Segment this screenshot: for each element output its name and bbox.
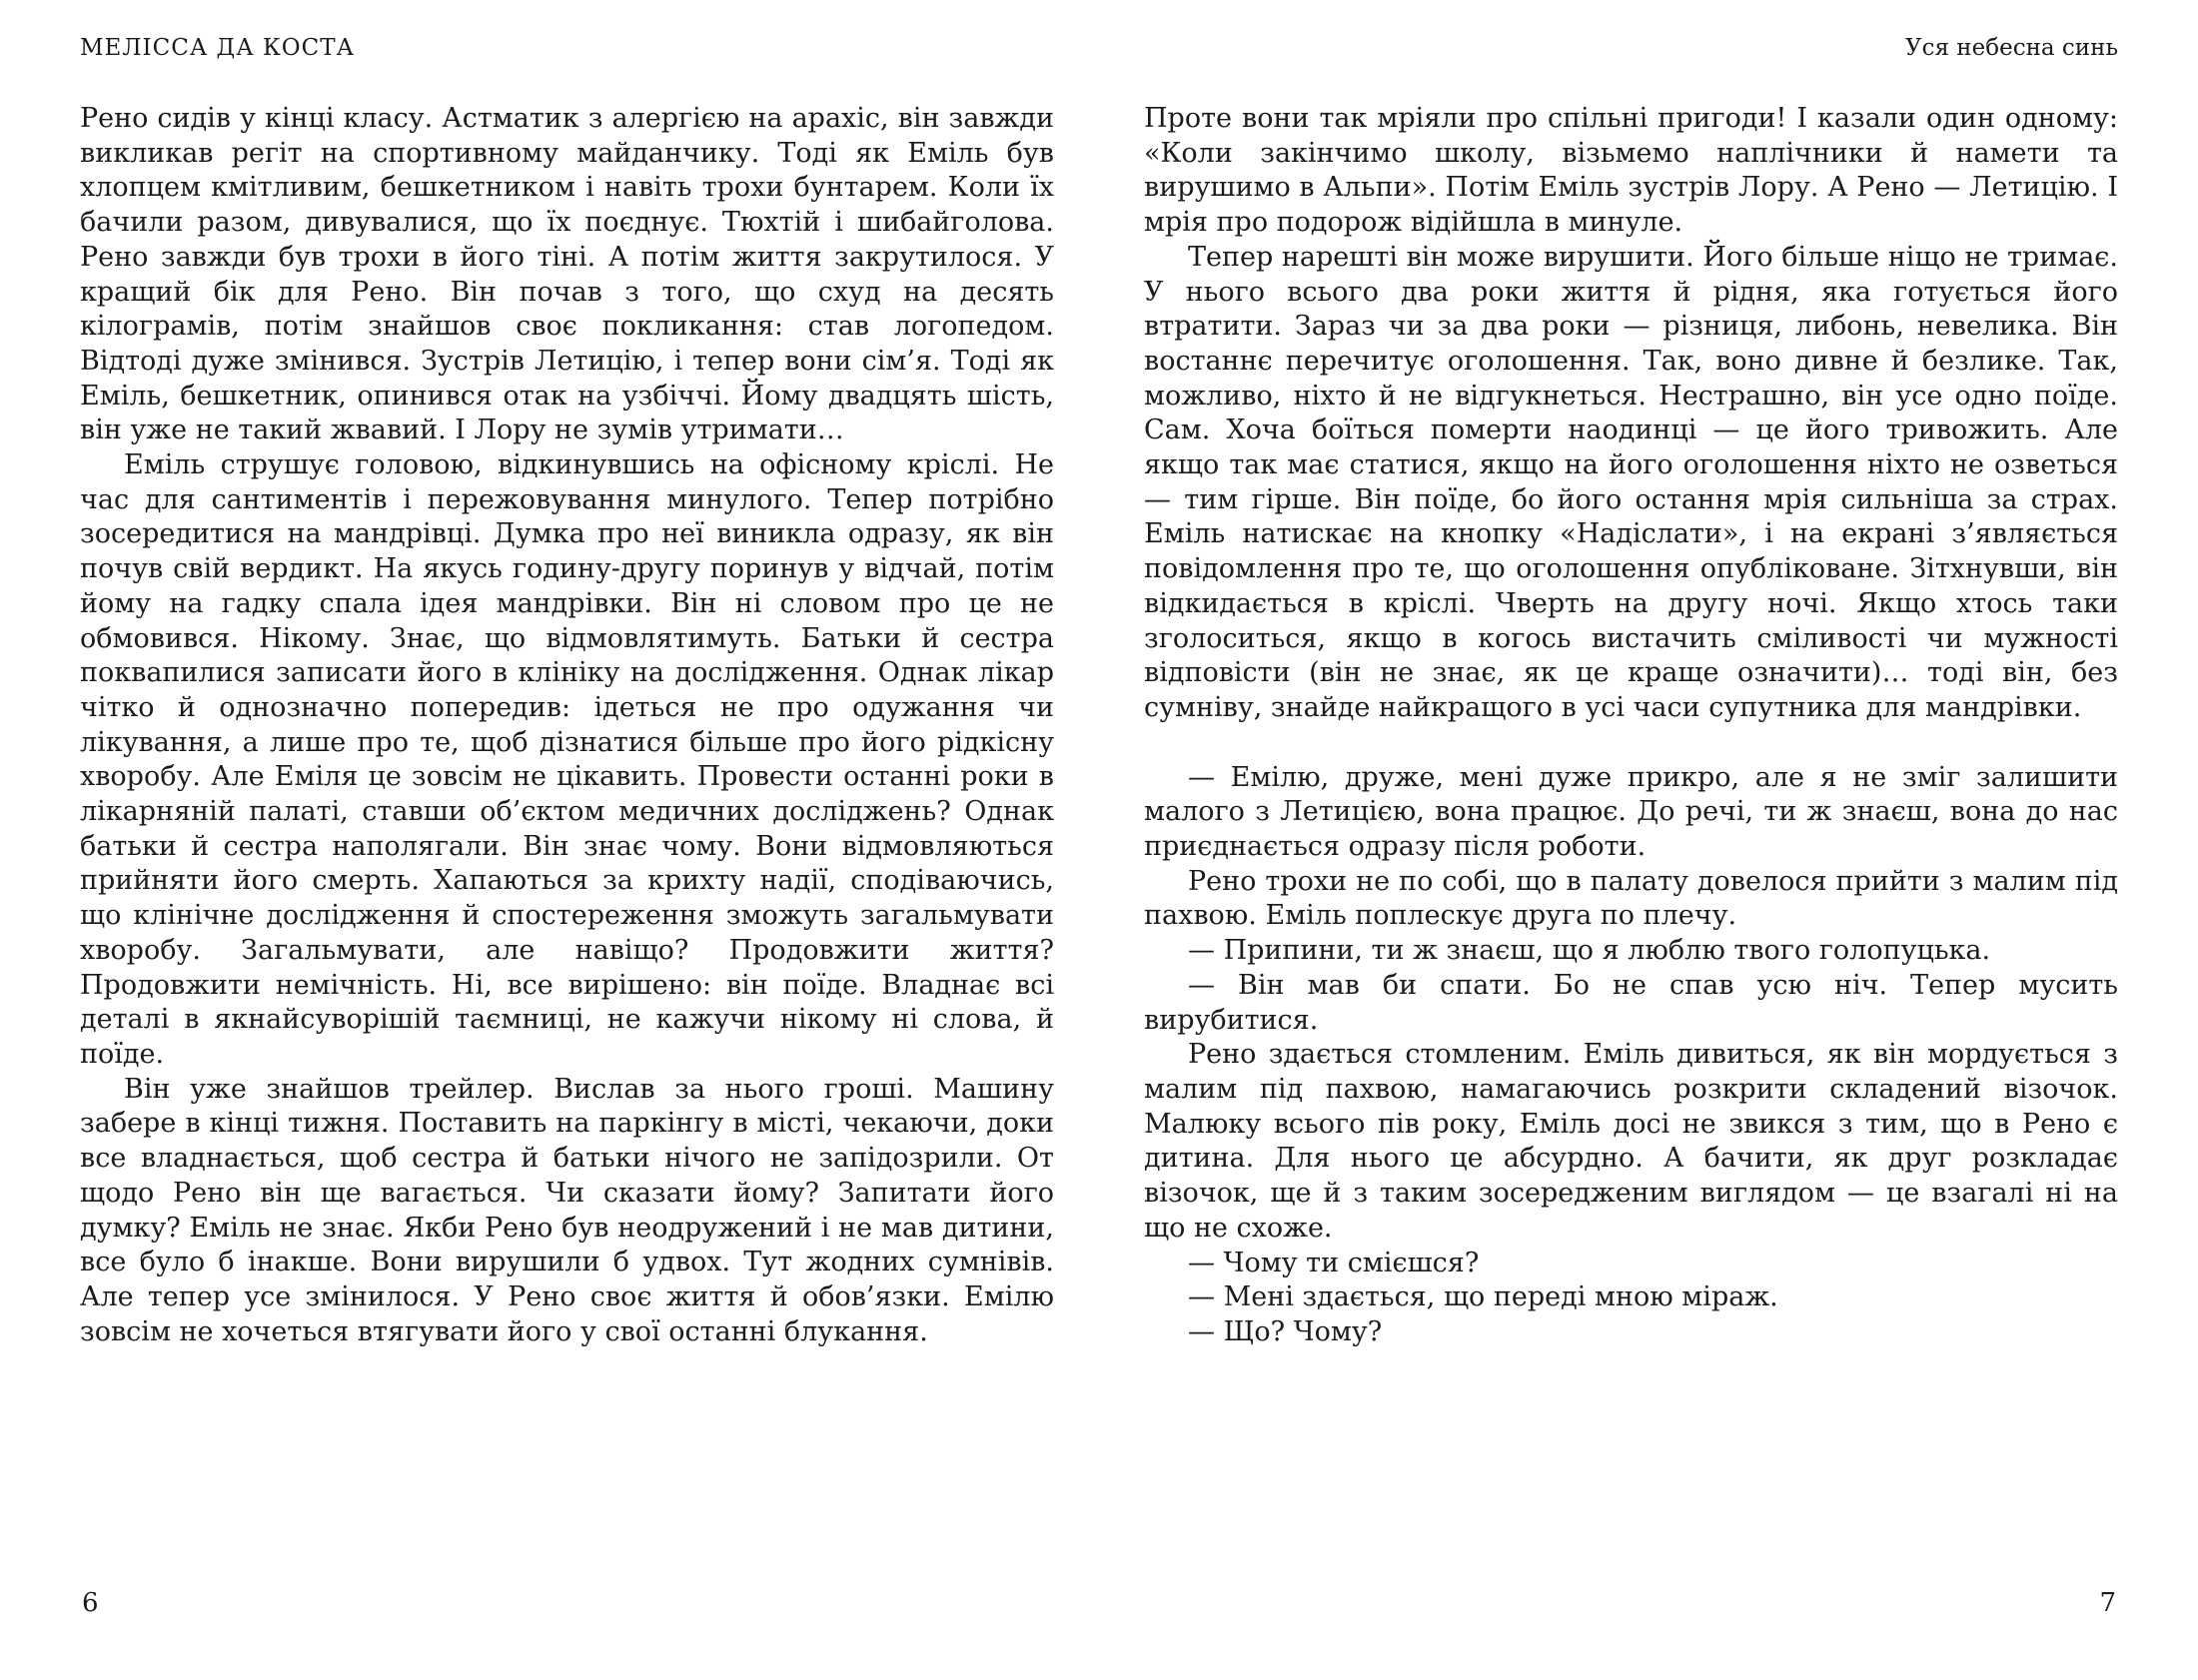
page-right — [1099, 0, 2198, 1680]
paragraph-right-4: Рено трохи не по собі, що в палату довелося прийти з малим під пахвою. Еміль поплескує друга по плечу. — [1144, 865, 2118, 932]
paragraph-right-8-dialogue: — Чому ти смієшся? — [1188, 1247, 1480, 1278]
running-head-author: МЕЛІССА ДА КОСТА — [80, 35, 355, 61]
text-column-left — [80, 102, 1054, 1349]
paragraph-right-5-dialogue: — Припини, ти ж знаєш, що я люблю твого голопуцька. — [1188, 935, 1991, 967]
paragraph-left-1: Рено сидів у кінці класу. Астматик з алергією на арахіс, він завжди викликав регіт на спортивному майданчику. Тоді як Еміль був хлопцем кмітливим, бешкетником і навіть трохи бунтарем. Коли їх бачили разом, дивувалися, що їх поєднує. Тюхтій і шибайголова. Рено завжди був трохи в його тіні. А потім життя закрутилося. У кращий бік для Рено. Він почав з того, що схуд на десять кілограмів, потім знайшов своє покликання: став логопедом. Відтоді дуже змінився. Зустрів Летицію, і тепер вони сім’я. Тоді як Еміль, бешкетник, опинився отак на узбіччі. Йому двадцять шість, він уже не такий жвавий. І Лору не зумів утримати… — [80, 103, 1054, 446]
paragraph-right-10-dialogue: — Що? Чому? — [1188, 1315, 1383, 1347]
page-number-right: 7 — [2099, 1588, 2116, 1618]
paragraph-right-1: Проте вони так мріяли про спільні пригоди! І казали один одному: «Коли закінчимо школу, візьмемо наплічники й намети та вирушимо в Альпи». Потім Еміль зустрів Лору. А Рено — Летицію. І мрія про подорож відійшла в минуле. — [1144, 103, 2118, 239]
paragraph-left-2: Еміль струшує головою, відкинувшись на офісному кріслі. Не час для сантиментів і пережовування минулого. Тепер потрібно зосередитися на мандрівці. Думка про неї виникла одразу, як він почув свій вердикт. На якусь годину-другу поринув у відчай, потім йому на гадку спала ідея мандрівки. Він ні словом про це не обмовився. Нікому. Знає, що відмовлятимуть. Батьки й сестра поквапилися записати його в клініку на дослідження. Однак лікар чітко й однозначно попередив: ідеться не про одужання чи лікування, а лише про те, щоб дізнатися більше про його рідкісну хворобу. Але Еміля це зовсім не цікавить. Провести останні роки в лікарняній палаті, ставши об’єктом медичних досліджень? Однак батьки й сестра наполягали. Він знає чому. Вони відмовляються прийняти його смерть. Хапаються за крихту надії, сподіваючись, що клінічне дослідження й спостереження зможуть загальмувати хворобу. Загальмувати, але навіщо? Продовжити життя? Продовжити немічність. Ні, все вирішено: він поїде. Владнає всі деталі в якнайсуворішій таємниці, не кажучи нікому ні слова, й поїде. — [80, 449, 1054, 1070]
paragraph-left-3: Він уже знайшов трейлер. Вислав за нього гроші. Машину забере в кінці тижня. Поставить на паркінгу в місті, чекаючи, доки все владнається, щоб сестра й батьки нічого не запідозрили. От щодо Рено він ще вагається. Чи сказати йому? Запитати його думку? Еміль не знає. Якби Рено був неодружений і не мав дитини, все було б інакше. Вони вирушили б удвох. Тут жодних сумнівів. Але тепер усе змінилося. У Рено своє життя й обов’язки. Емілю зовсім не хочеться втягувати його у свої останні блукання. — [80, 1073, 1054, 1347]
paragraph-right-6-dialogue: — Він мав би спати. Бо не спав усю ніч. Тепер мусить вирубитися. — [1144, 969, 2118, 1036]
page-number-left: 6 — [82, 1588, 99, 1618]
paragraph-right-9-dialogue: — Мені здається, що переді мною міраж. — [1188, 1281, 1778, 1313]
running-head-book-title: Уся небесна синь — [1904, 35, 2118, 61]
paragraph-right-2: Тепер нарешті він може вирушити. Його більше ніщо не тримає. У нього всього два роки життя й рідня, яка готується його втратити. Зараз чи за два роки — різниця, либонь, невелика. Він востаннє перечитує оголошення. Так, воно дивне й безлике. Так, можливо, ніхто й не відгукнеться. Нестрашно, він усе одно поїде. Сам. Хоча боїться померти наодинці — це його тривожить. Але якщо так має статися, якщо на його оголошення ніхто не озветься — тим гірше. Він поїде, бо його остання мрія сильніша за страх. Еміль натискає на кнопку «Надіслати», і на екрані з’являється повідомлення про те, що оголошення опубліковане. Зітхнувши, він відкидається в кріслі. Чверть на другу ночі. Якщо хтось таки зголоситься, якщо в когось вистачить сміливості чи мужності відповісти (він не знає, як це краще означити)… тоді він, без сумніву, знайде найкращого в усі часи супутника для мандрівки. — [1144, 241, 2118, 723]
text-column-right — [1144, 102, 2118, 1350]
paragraph-right-3-dialogue: — Емілю, друже, мені дуже прикро, але я не зміг залишити малого з Летицією, вона працює. До речі, ти ж знаєш, вона до нас приєднається одразу після роботи. — [1144, 761, 2118, 863]
paragraph-right-7: Рено здається стомленим. Еміль дивиться, як він мордується з малим під пахвою, намагаючись розкрити складений візочок. Малюку всього пів року, Еміль досі не звикся з тим, що в Рено є дитина. Для нього це абсурдно. А бачити, як друг розкладає візочок, ще й з таким зосередженим виглядом — це взагалі ні на що не схоже. — [1144, 1039, 2118, 1244]
